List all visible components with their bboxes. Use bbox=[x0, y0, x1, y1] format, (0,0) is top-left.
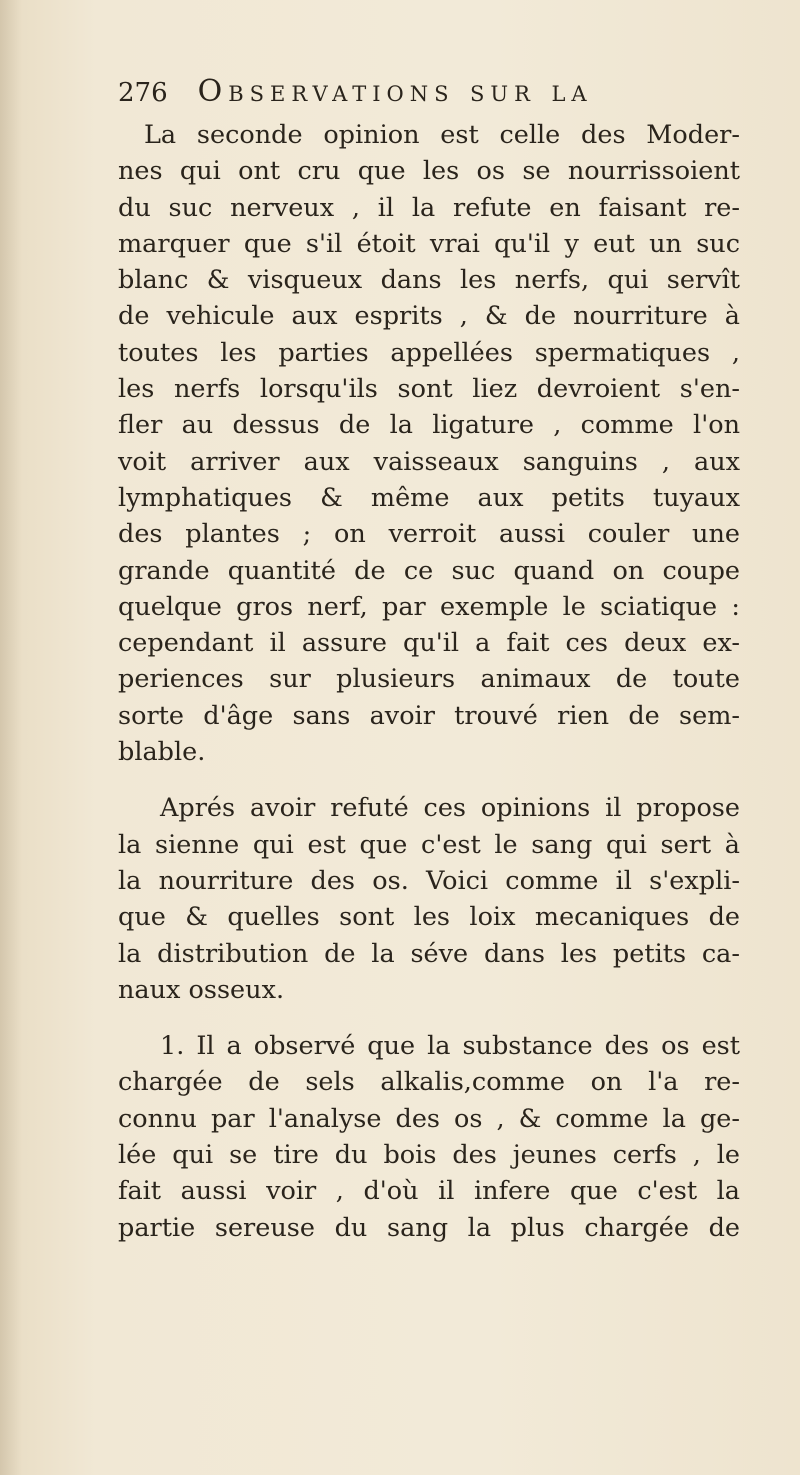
text-line: la sienne qui est que c'est le sang qui sert à bbox=[118, 829, 740, 860]
text-line: la nourriture des os. Voici comme il s'expli- bbox=[118, 865, 740, 896]
text-line: marquer que s'il étoit vrai qu'il y eut un suc bbox=[118, 228, 740, 259]
text-line: les nerfs lorsqu'ils sont liez devroient s'en- bbox=[118, 374, 740, 405]
text-line: voit arriver aux vaisseaux sanguins , aux bbox=[118, 446, 740, 477]
paragraph-1 bbox=[118, 117, 740, 770]
text-line: du suc nerveux , il la refute en faisant re- bbox=[118, 192, 740, 223]
text-line: de vehicule aux esprits , & de nourriture à bbox=[118, 301, 740, 332]
text-line: connu par l'analyse des os , & comme la ge- bbox=[118, 1103, 740, 1134]
text-line: quelque gros nerf, par exemple le sciatique : bbox=[118, 591, 740, 622]
text-line: la distribution de la séve dans les petits ca- bbox=[118, 938, 740, 969]
text-line: cependant il assure qu'il a fait ces deux ex- bbox=[118, 628, 740, 659]
text-line: des plantes ; on verroit aussi couler une bbox=[118, 519, 740, 550]
text-line: Aprés avoir refuté ces opinions il propose bbox=[160, 793, 740, 824]
text-line: fait aussi voir , d'où il infere que c'est la bbox=[118, 1176, 740, 1207]
text-line: 1. Il a observé que la substance des os est bbox=[160, 1031, 740, 1062]
text-line: fler au dessus de la ligature , comme l'on bbox=[118, 410, 740, 441]
text-line: La seconde opinion est celle des Moder- bbox=[144, 120, 740, 150]
paragraph-3 bbox=[118, 1028, 740, 1246]
text-line: grande quantité de ce suc quand on coupe bbox=[118, 555, 740, 586]
text-line: lée qui se tire du bois des jeunes cerfs , le bbox=[118, 1140, 740, 1171]
text-line: chargée de sels alkalis,comme on l'a re- bbox=[118, 1067, 740, 1098]
gutter-shadow bbox=[0, 0, 22, 1475]
text-line: lymphatiques & même aux petits tuyaux bbox=[118, 482, 740, 513]
text-line: naux osseux. bbox=[118, 974, 285, 1005]
text-line: blanc & visqueux dans les nerfs, qui servît bbox=[118, 265, 740, 296]
running-title: Observations sur la bbox=[197, 74, 593, 109]
paragraph-2 bbox=[118, 790, 740, 1008]
text-line: nes qui ont cru que les os se nourrissoient bbox=[118, 156, 740, 187]
text-line: periences sur plusieurs animaux de toute bbox=[118, 664, 740, 695]
text-line: sorte d'âge sans avoir trouvé rien de sem- bbox=[118, 700, 740, 731]
page-number: 276 bbox=[118, 78, 168, 108]
text-line: que & quelles sont les loix mecaniques de bbox=[118, 902, 740, 933]
running-header bbox=[118, 72, 740, 113]
text-line: blable. bbox=[118, 737, 206, 768]
text-line: partie sereuse du sang la plus chargée de bbox=[118, 1212, 740, 1243]
text-line: toutes les parties appellées spermatiques , bbox=[118, 337, 740, 368]
